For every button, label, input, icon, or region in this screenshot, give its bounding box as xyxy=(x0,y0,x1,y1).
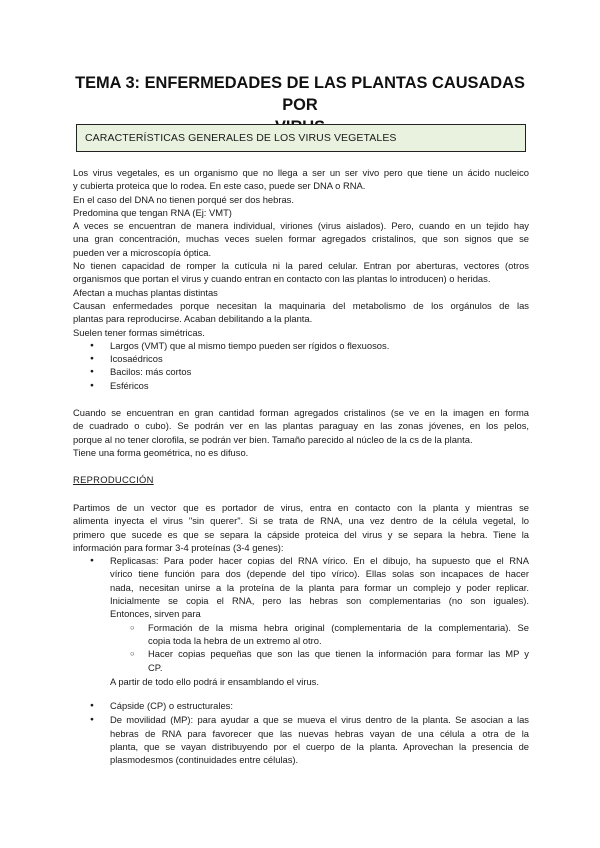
paragraph-line: Partimos de un vector que es portador de virus, entra en contacto con la planta y mientras se xyxy=(73,502,529,513)
sub-list-item: ○ Formación de la misma hebra original (complementaria de la complementaria). Se xyxy=(73,621,529,634)
section-heading-box xyxy=(76,124,526,152)
paragraph-line: Causan enfermedades porque necesitan la maquinaria del metabolismo de los orgánulos de las xyxy=(73,299,529,311)
paragraph-line: información para formar 3-4 proteínas (3-4 genes): xyxy=(73,541,284,553)
paragraph-line: plasmodesmos (continuidades entre células). xyxy=(110,754,299,766)
sub-list-item: ○ Hacer copias pequeñas que son las que tienen la información para formar las MP y xyxy=(73,647,529,660)
paragraph-line: vírico tiene función para dos (depende del tipo vírico). Ellas solas son incapaces de hacer xyxy=(110,568,529,580)
paragraph-line: nada, necesitan unirse a la proteína de la planta para formar un complejo y poder replicar. xyxy=(110,581,529,593)
paragraph-line: planta, que se vayan distribuyendo por el cuerpo de la planta. Aprovechan la presencia de xyxy=(110,741,529,753)
paragraph-line: copia toda la hebra de un extremo al otro. xyxy=(148,634,322,646)
paragraph-line: de cuadrado o cubo). Se podrán ver en las plantas paraguay en las zonas jóvenes, en los pelos, xyxy=(73,420,529,432)
reproduction-heading: REPRODUCCIÓN xyxy=(73,474,154,485)
crystal-aggregates-text xyxy=(73,406,529,459)
paragraph-line: No tienen capacidad de romper la cutícula ni la pared celular. Entran por aberturas, vectores (otros xyxy=(73,260,529,272)
page-title-line-1: TEMA 3: ENFERMEDADES DE LAS PLANTAS CAUSADAS POR xyxy=(75,74,525,114)
paragraph-line: hebras de RNA para favorecer que las nuevas hebras vayan de una célula a otra de la xyxy=(110,727,529,739)
paragraph-line: Afectan a muchas plantas distintas xyxy=(73,286,218,298)
list-item: ● Replicasas: Para poder hacer copias del RNA vírico. En el dibujo, ha supuesto que el RNA xyxy=(73,554,529,567)
paragraph-line: Suelen tener formas simétricas. xyxy=(73,326,205,338)
list-item: ● Bacilos: más cortos xyxy=(73,365,529,378)
section-heading: CARACTERÍSTICAS GENERALES DE LOS VIRUS VEGETALES xyxy=(85,132,397,144)
paragraph-line: una gran concentración, muchas veces suelen formar agregados cristalinos, que son signos que se xyxy=(73,233,529,245)
list-item: ● Icosaédricos xyxy=(73,352,529,365)
reproduction-text xyxy=(73,501,529,767)
paragraph-line: organismos que portan el virus y cuando entran en contacto con las plantas lo introducen) o heridas. xyxy=(73,273,491,285)
paragraph-line: y cubierta proteica que lo rodea. En este caso, puede ser DNA o RNA. xyxy=(73,180,366,192)
paragraph-line: A veces se encuentran de manera individual, viriones (virus aislados). Pero, cuando en un tejido hay xyxy=(73,220,529,232)
paragraph-line: A partir de todo ello podrá ir ensamblando el virus. xyxy=(110,675,319,687)
paragraph-line: En el caso del DNA no tienen porqué ser dos hebras. xyxy=(73,193,294,205)
paragraph-line: primero que sucede es que se separa la cápside proteica del virus y se separa la hebra. Tiene la xyxy=(73,528,529,540)
paragraph-line: Cuando se encuentran en gran cantidad forman agregados cristalinos (se ve en la imagen en forma xyxy=(73,407,529,418)
paragraph-line: plantas para reproducirse. Acaban debilitando a la planta. xyxy=(73,313,313,325)
paragraph-line: Tiene una forma geométrica, no es difuso. xyxy=(73,446,249,458)
paragraph-line: CP. xyxy=(148,661,163,673)
paragraph-line: Predomina que tengan RNA (Ej: VMT) xyxy=(73,206,232,218)
paragraph-line: alimenta inyecta el virus "sin querer". Si se trata de RNA, una vez dentro de la célula vegetal, lo xyxy=(73,515,529,527)
list-item: ● De movilidad (MP): para ayudar a que se mueva el virus dentro de la planta. Se asocian a las xyxy=(73,713,529,726)
paragraph-line: Inicialmente se copia el RNA, pero las hebras son complementarias (no son iguales). xyxy=(110,595,529,607)
list-item: ● Largos (VMT) que al mismo tiempo pueden ser rígidos o flexuosos. xyxy=(73,339,529,352)
general-characteristics-text xyxy=(73,166,529,392)
paragraph-line: Los virus vegetales, es un organismo que no llega a ser un ser vivo pero que tiene un ácido nucleico xyxy=(73,167,529,178)
list-item: ● Esféricos xyxy=(73,379,529,392)
paragraph-line: porque al no tener clorofila, se podrán ver bien. Tamaño parecido al núcleo de la cs de la planta. xyxy=(73,433,473,445)
paragraph-line: Entonces, sirven para xyxy=(110,608,201,620)
list-item: ● Cápside (CP) o estructurales: xyxy=(73,699,529,712)
paragraph-line: pueden ver a microscopía óptica. xyxy=(73,246,212,258)
